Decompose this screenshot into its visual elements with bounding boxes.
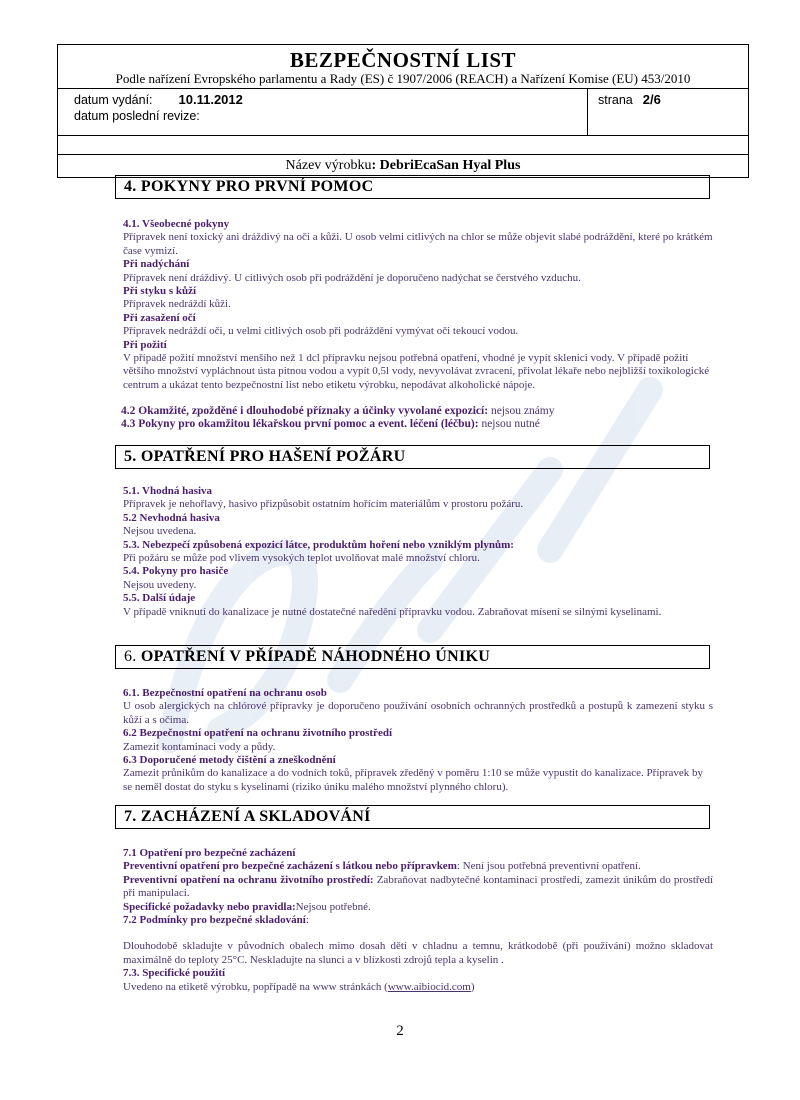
dates-cell: [58, 89, 588, 135]
s61-heading: 6.1. Bezpečnostní opatření na ochranu osob: [123, 687, 327, 699]
s41-heading: 4.1. Všeobecné pokyny: [123, 218, 230, 230]
s54-text: Nejsou uvedeny.: [123, 578, 197, 591]
s71b-text: Zabraňovat nadbytečné kontaminaci prostředí, zamezit únikům do prostředí při manipulaci.: [123, 873, 713, 900]
product-name-row: [58, 155, 748, 177]
s53-heading: 5.3. Nebezpečí způsobená expozicí látce, produktům hoření nebo vzniklým plynům:: [123, 538, 514, 551]
s71b-heading: Preventivní opatření na ochranu životního prostředí:: [123, 873, 374, 886]
page-number: 2: [396, 1023, 404, 1039]
section-6-number: 6.: [124, 648, 141, 665]
s73-heading: 7.3. Specifické použití: [123, 967, 226, 980]
s71a-text: : Není jsou potřebná preventivní opatření.: [456, 860, 641, 873]
s63-text: Zamezit průnikům do kanalizace a do vodních toků, přípravek zředěný v poměru 1:10 se může vypustit do kanalizace. Přípravek by se neměl dostat do styku s kyselinami (riziko úniku malého množství plynného chloru).: [123, 767, 704, 793]
section-5-body: [123, 485, 713, 619]
s71c-heading: Specifické požadavky nebo pravidla:: [123, 900, 296, 913]
skin-heading: Při styku s kůží: [123, 285, 197, 298]
section-6-title: OPATŘENÍ V PŘÍPADĚ NÁHODNÉHO ÚNIKU: [140, 648, 491, 665]
eye-heading: Při zasažení očí: [123, 311, 196, 324]
page-value: 2/6: [642, 92, 661, 107]
s72-heading: 7.2 Podmínky pro bezpečné skladování: [123, 914, 306, 927]
issue-date-value: 10.11.2012: [178, 92, 243, 107]
s55-heading: 5.5. Další údaje: [123, 592, 196, 605]
s42-heading: 4.2 Okamžité, zpožděné i dlouhodobé příznaky a účinky vyvolané expozicí:: [121, 405, 489, 417]
product-name-label: Název výrobku: [285, 158, 372, 173]
regulation-subtitle: Podle nařízení Evropského parlamentu a Rady (ES) č 1907/2006 (REACH) a Nařízení Komise (EU) 453/2010: [58, 71, 748, 89]
section-7-heading: 7. ZACHÁZENÍ A SKLADOVÁNÍ: [115, 805, 710, 829]
header-dates-row: [58, 89, 748, 136]
s72-colon: :: [305, 914, 309, 927]
s52-heading: 5.2 Nevhodná hasiva: [123, 511, 220, 524]
header-spacer: [58, 136, 748, 155]
inhalation-text: Přípravek není dráždivý. U citlivých osob při podráždění je doporučeno nadýchat se čerstvého vzduchu.: [123, 271, 581, 284]
s61-text: U osob alergických na chlórové přípravky je doporučeno používání osobních ochranných prostředků a postupů k zamezení styku s kůží a s očima.: [123, 700, 713, 726]
s73-text: Uvedeno na etiketě výrobku, popřípadě na www stránkách (: [123, 980, 388, 993]
s71a-heading: Preventivní opatření pro bezpečné zacházení s látkou nebo přípravkem: [123, 860, 457, 873]
section-4-symptoms: [121, 405, 711, 432]
document-title: BEZPEČNOSTNÍ LIST: [289, 48, 517, 72]
section-4-body: [123, 218, 713, 392]
section-5-heading: 5. OPATŘENÍ PRO HAŠENÍ POŽÁRU: [115, 445, 710, 469]
s71-heading: 7.1 Opatření pro bezpečné zacházení: [123, 847, 296, 859]
section-4-heading: 4. POKYNY PRO PRVNÍ POMOC: [115, 175, 710, 199]
section-6-body: [123, 687, 713, 794]
s42-text: nejsou známy: [488, 405, 555, 417]
ingestion-heading: Při požití: [123, 338, 167, 351]
s41-text: Přípravek není toxický ani dráždivý na oči a kůži. U osob velmi citlivých na chlor se může objevit slabé podráždění, které po krátkém čase vymizí.: [123, 231, 713, 257]
s62-heading: 6.2 Bezpečnostní opatření na ochranu životního prostředí: [123, 727, 393, 740]
s72-text: Dlouhodobě skladujte v původních obalech mimo dosah dětí v chladnu a temnu, krátkodobě (při používání) možno skladovat maximálně do teploty 25°C. Neskladujte na slunci a v blízkosti zdrojů tepla a kyselin .: [123, 940, 713, 966]
s51-heading: 5.1. Vhodná hasiva: [123, 485, 213, 497]
page-label: strana: [598, 93, 633, 107]
section-6-heading: [115, 645, 710, 669]
s55-text: V případě vniknutí do kanalizace je nutné dostatečné naředění přípravku vodou. Zabraňovat mísení se silnými kyselinami.: [123, 605, 662, 618]
s53-text: Při požáru se může pod vlivem vysokých teplot uvolňovat malé množství chloru.: [123, 552, 480, 565]
s43-heading: 4.3 Pokyny pro okamžitou lékařskou první pomoc a event. léčení (léčbu):: [121, 418, 479, 431]
s51-text: Přípravek je nehořlavý, hasivo přizpůsobit ostatním hořícím materiálům v prostoru požáru.: [123, 498, 524, 511]
s73-end: ): [470, 980, 475, 993]
s54-heading: 5.4. Pokyny pro hasiče: [123, 565, 229, 578]
eye-text: Přípravek nedráždí oči, u velmi citlivých osob při podráždění vymývat oči tekoucí vodou.: [123, 325, 519, 338]
section-7-body: [123, 847, 713, 994]
s63-heading: 6.3 Doporučené metody čištění a zneškodnění: [123, 754, 336, 767]
issue-date-label: datum vydání:: [74, 93, 153, 107]
s62-text: Zamezit kontaminaci vody a půdy.: [123, 740, 276, 753]
inhalation-heading: Při nadýchání: [123, 258, 190, 271]
product-name-value: : DebriEcaSan Hyal Plus: [371, 158, 521, 173]
s43-text: nejsou nutné: [478, 418, 540, 431]
website-link[interactable]: www.aibiocid.com: [387, 980, 471, 993]
ingestion-text: V případě požití množství menšího než 1 dcl přípravku nejsou potřebná opatření, vhodné je vypít sklenici vody. V případě požití většího množství vypláchnout ústa pitnou vodou a vypít 0,5l vody, nevyvolávat zvracení, přivolat lékaře nebo nejbližší toxikologické centrum a ukázat tento bezpečnostní list nebo etiketu výrobku, nepodávat alkoholické nápoje.: [123, 352, 710, 391]
s71c-text: Nejsou potřebné.: [295, 900, 371, 913]
page-cell: [588, 89, 748, 135]
s52-text: Nejsou uvedena.: [123, 525, 197, 538]
document-header: [57, 44, 749, 178]
revision-date-label: datum poslední revize:: [74, 109, 200, 123]
skin-text: Přípravek nedráždí kůži.: [123, 298, 231, 311]
